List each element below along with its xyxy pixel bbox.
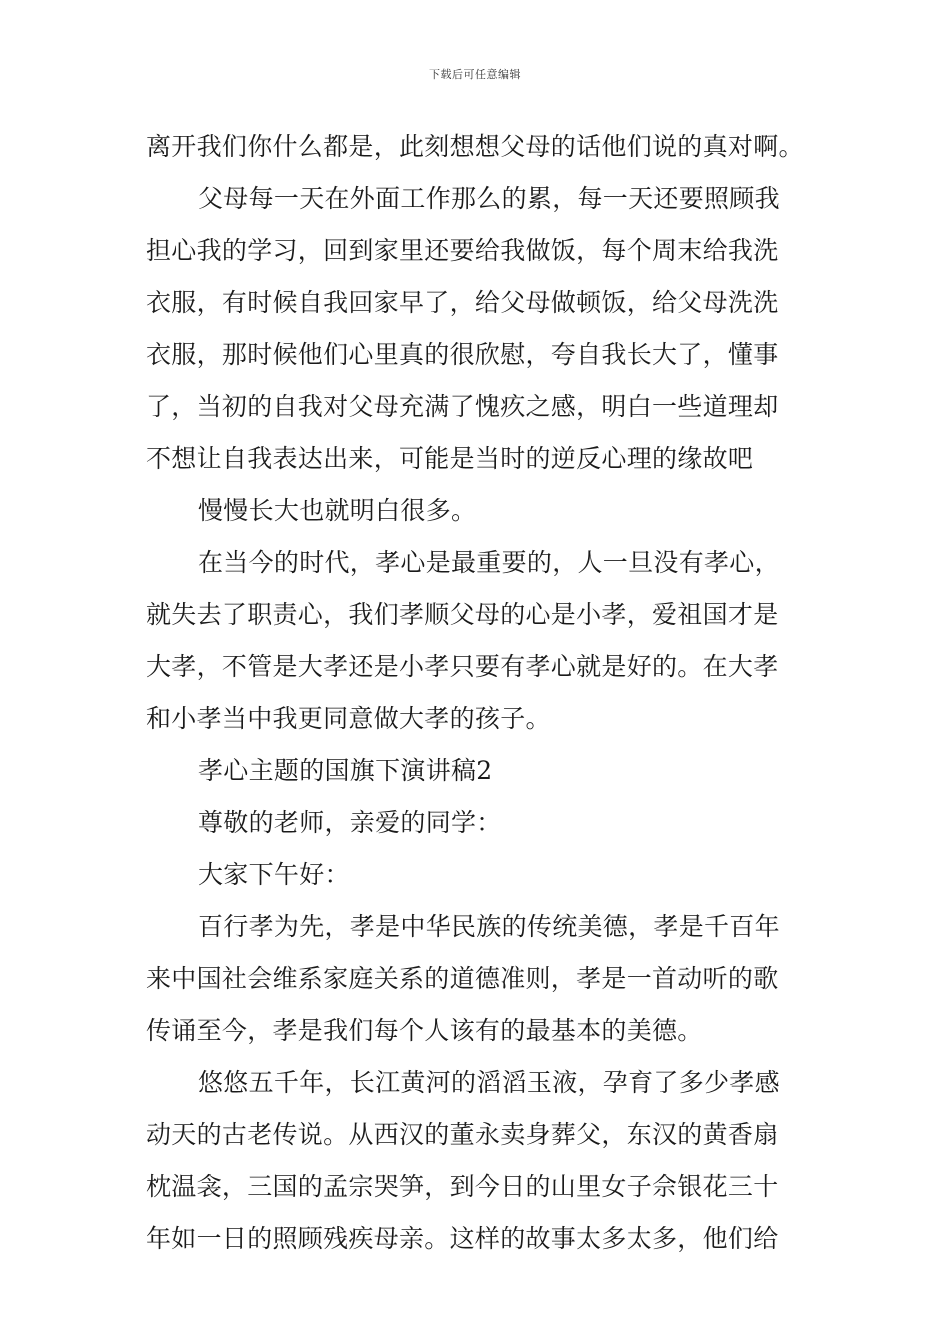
text-line: 来中国社会维系家庭关系的道德准则，孝是一首动听的歌 [146,964,779,993]
greeting-line: 大家下午好： [198,860,350,889]
text-line: 衣服，那时候他们心里真的很欣慰，夸自我长大了，懂事 [146,340,779,369]
text-line: 离开我们你什么都是，此刻想想父母的话他们说的真对啊。 [146,132,804,161]
text-line: 和小孝当中我更同意做大孝的孩子。 [146,704,551,733]
text-line: 就失去了职责心，我们孝顺父母的心是小孝，爱祖国才是 [146,600,779,629]
text-line: 慢慢长大也就明白很多。 [198,496,477,525]
text-line: 动天的古老传说。从西汉的董永卖身葬父，东汉的黄香扇 [146,1120,779,1149]
page-header: 下载后可任意编辑 [429,68,521,81]
salutation-line: 尊敬的老师，亲爱的同学： [198,808,502,837]
text-line: 传诵至今，孝是我们每个人该有的最基本的美德。 [146,1016,703,1045]
text-line: 大孝，不管是大孝还是小孝只要有孝心就是好的。在大孝 [146,652,779,681]
text-line: 父母每一天在外面工作那么的累，每一天还要照顾我 [198,184,780,213]
text-line: 百行孝为先，孝是中华民族的传统美德，孝是千百年 [198,912,780,941]
text-line: 年如一日的照顾残疾母亲。这样的故事太多太多，他们给 [146,1224,779,1253]
text-line: 不想让自我表达出来，可能是当时的逆反心理的缘故吧 [146,444,754,473]
text-line: 担心我的学习，回到家里还要给我做饭，每个周末给我洗 [146,236,779,265]
text-line: 衣服，有时候自我回家早了，给父母做顿饭，给父母洗洗 [146,288,779,317]
document-body [146,128,810,1272]
text-line: 悠悠五千年，长江黄河的滔滔玉液，孕育了多少孝感 [198,1068,780,1097]
text-line: 枕温衾，三国的孟宗哭笋，到今日的山里女子佘银花三十 [146,1172,779,1201]
text-line: 在当今的时代，孝心是最重要的，人一旦没有孝心， [198,548,780,577]
section-title: 孝心主题的国旗下演讲稿2 [198,756,493,785]
text-line: 了，当初的自我对父母充满了愧疚之感，明白一些道理却 [146,392,779,421]
